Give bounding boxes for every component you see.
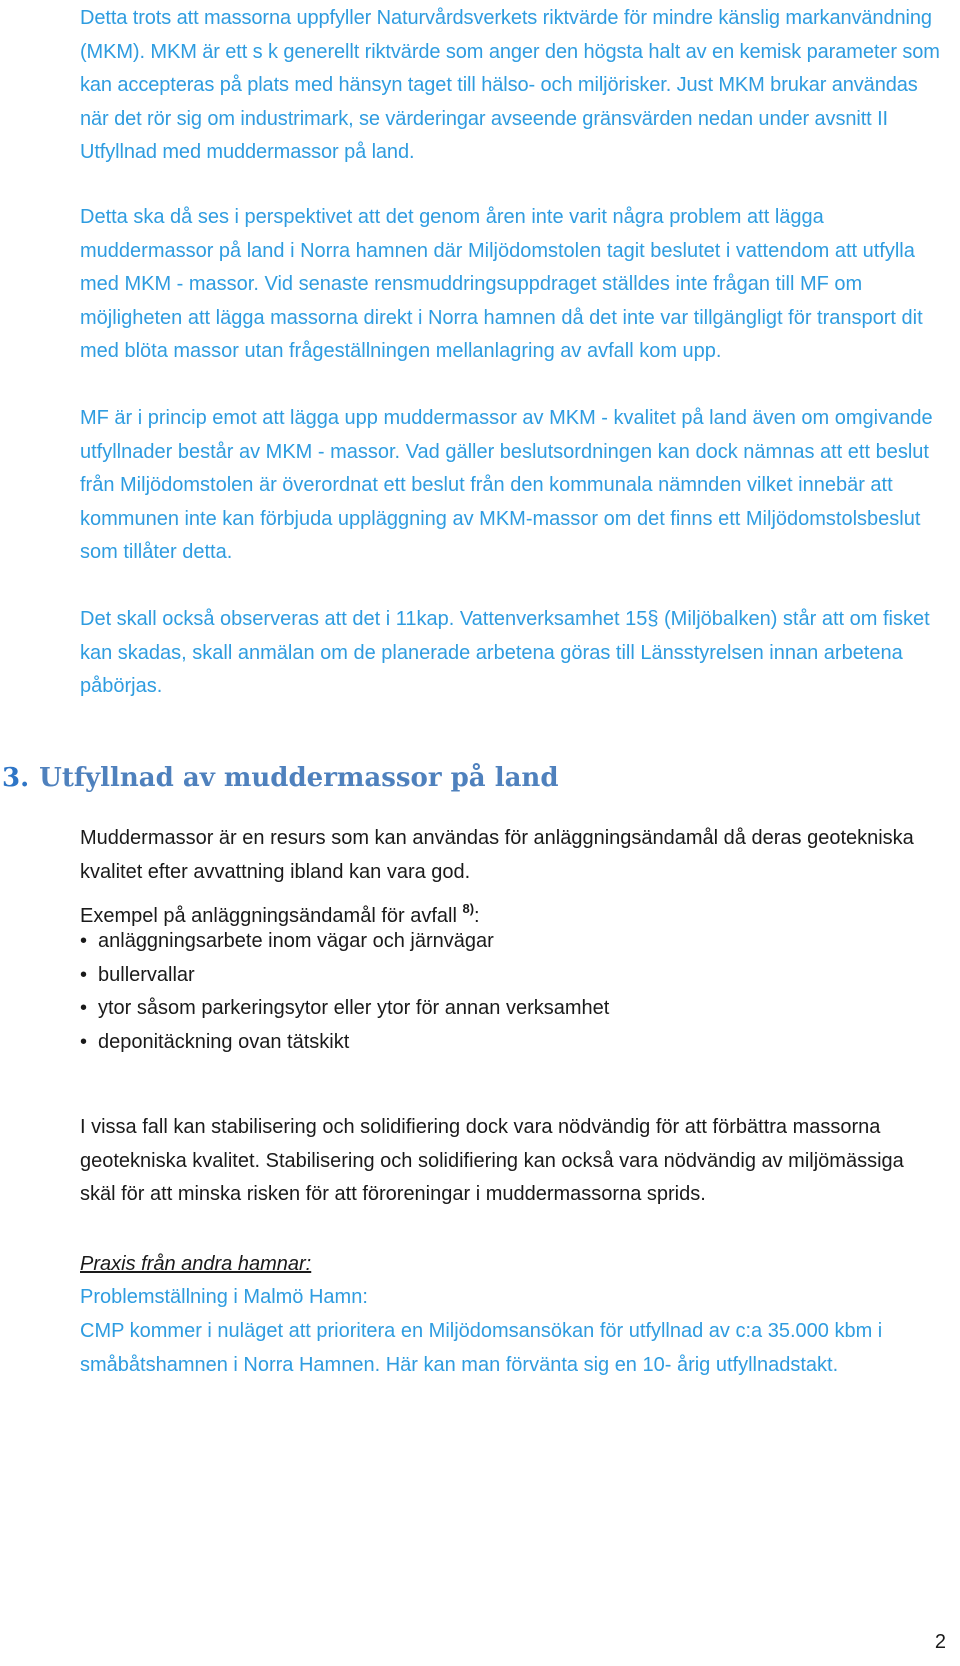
list-item-text: bullervallar [98,963,195,986]
problem-heading: Problemställning i Malmö Hamn: [80,1286,368,1308]
section-heading [2,763,559,793]
page-number: 2 [934,1631,946,1653]
bullet-icon: • [80,963,88,986]
bullet-icon: • [80,997,88,1019]
praxis-heading: Praxis från andra hamnar: [80,1253,312,1275]
paragraph-cmp: CMP kommer i nuläget att prioritera en Miljödomsansökan för utfyllnad av c:a 35.000 kbm i småbåtshamnen i Norra Hamnen. Här kan man förvänta sig en 10- årig utfyllnadstakt. [80,1320,883,1376]
examples-label: Exempel på anläggningsändamål för avfall [80,905,457,927]
footnote-reference: 8) [462,901,475,916]
bullet-icon: • [80,930,88,952]
paragraph-section-intro: Muddermassor är en resurs som kan användas för anläggningsändamål då deras geotekniska kvalitet efter avvattning ibland kan vara god. [80,827,914,883]
paragraph-mf-position: MF är i princip emot att lägga upp muddermassor av MKM - kvalitet på land även om omgivande utfyllnader består av MKM - massor. Vad gäller beslutsordningen kan dock nämnas att ett beslut från Miljödomstolen är överordnat ett beslut från den kommunala nämnden vilket innebär att kommunen inte kan förbjuda uppläggning av MKM-massor om det finns ett Miljödomstolsbeslut som tillåter detta. [80,407,933,563]
list-item [80,992,609,1026]
list-item-text: anläggningsarbete inom vägar och järnvägar [98,930,494,952]
paragraph-mkm-intro: Detta trots att massorna uppfyller Naturvårdsverkets riktvärde för mindre känslig markanvändning (MKM). MKM är ett s k generellt riktvärde som anger den högsta halt av en kemisk parameter som kan accepteras på plats med hänsyn taget till hälso- och miljörisker. Just MKM brukar användas när det rör sig om industrimark, se värderingar avseende gränsvärden nedan under avsnitt II Utfyllnad med muddermassor på land. [80,7,940,163]
list-item-text: deponitäckning ovan tätskikt [98,1030,350,1053]
list-item [80,959,609,993]
section-title: Utfyllnad av muddermassor på land [39,763,559,793]
list-item-text: ytor såsom parkeringsytor eller ytor för annan verksamhet [98,997,610,1019]
bullet-icon: • [80,1030,88,1053]
examples-colon: : [474,905,480,927]
paragraph-vattenverksamhet: Det skall också observeras att det i 11kap. Vattenverksamhet 15§ (Miljöbalken) står att om fisket kan skadas, skall anmälan om de planerade arbetena göras till Länsstyrelsen innan arbetena påbörjas. [80,608,930,697]
examples-list [80,925,609,1059]
list-item [80,1026,609,1060]
section-number: 3. [2,763,30,793]
paragraph-stabilisation: I vissa fall kan stabilisering och solidifiering dock vara nödvändig för att förbättra massorna geotekniska kvalitet. Stabilisering och solidifiering kan också vara nödvändig av miljömässiga skäl för att minska risken för att föroreningar i muddermassorna sprids. [80,1116,904,1205]
list-item [80,925,609,959]
paragraph-norra-hamnen: Detta ska då ses i perspektivet att det genom åren inte varit några problem att lägga muddermassor på land i Norra hamnen där Miljödomstolen tagit beslutet i vattendom att utfylla med MKM - massor. Vid senaste rensmuddringsuppdraget ställdes inte frågan till MF om möjligheten att lägga massorna direkt i Norra hamnen då det inte var tillgängligt för transport dit med blöta massor utan frågeställningen mellanlagring av avfall kom upp. [80,206,923,362]
